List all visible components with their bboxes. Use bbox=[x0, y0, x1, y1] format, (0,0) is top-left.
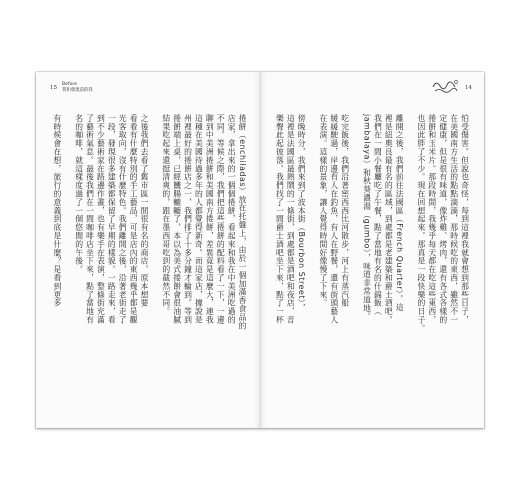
text-column: 州裡最好的捲餅店之一，我們排了十多分鐘才輪到。等到 bbox=[183, 114, 193, 324]
text-column: 店家，拿出來的一個個捲餅，看起來和我在中美洲吃過的 bbox=[227, 114, 237, 324]
text-column: 這裡是法國區最熱鬧的一條街，到處都是酒吧和夜店，音 bbox=[286, 114, 296, 324]
text-column: 結果吃起來還挺清爽的，跟在墨西哥吃到的截然不同。 bbox=[161, 114, 171, 316]
text-column: 捲餅（enchiladas）放在托盤上，由於一個加滿香食品的 bbox=[238, 114, 247, 330]
text-column: 捲餅端上桌，已經饑腸轆轆了，本以為美式捲餅會很油膩 bbox=[172, 114, 182, 324]
text-column: 這種在美國待過多年的人都覺得新奇。而這家店，據說是 bbox=[194, 114, 204, 324]
left-page-number: 15 bbox=[50, 85, 57, 91]
left-page bbox=[36, 72, 261, 428]
text-column bbox=[351, 114, 362, 390]
text-column: 捲餅和玉米片。那段時間，我幾乎每天都在吃這些東西， bbox=[427, 114, 437, 324]
text-column: 吃完飯後，我們沿著密西西比河散步，河上有蒸汽船 bbox=[340, 114, 350, 308]
text-column: 樂聲此起彼落。我們找了一間爵士酒吧坐下來，點了一杯 bbox=[275, 114, 285, 324]
running-header bbox=[62, 82, 93, 94]
text-column: 看看有什麼特別的手工藝品，可是店內的東西幾乎都是觀 bbox=[129, 114, 139, 324]
text-column: 在表演。這樣的景象，讓人覺得時間好像慢了下來。 bbox=[318, 114, 328, 308]
text-column: 有時候會在想，旅行的意義到底是什麼？是看到更多 bbox=[52, 114, 62, 308]
text-column bbox=[307, 114, 318, 390]
chapter-logo bbox=[430, 78, 460, 94]
text-column: 緩緩駛過，岸邊有人在釣魚，有人在野餐，還有街頭藝人 bbox=[329, 114, 339, 324]
text-column: 也因此胖了不少。現在回想起來，那真是一段快樂的日子。 bbox=[416, 114, 426, 333]
text-column bbox=[405, 114, 416, 390]
right-page-number: 14 bbox=[465, 85, 472, 91]
text-column: 到不少藝術家在路邊作畫，也有樂手在表演，整條街充滿 bbox=[96, 114, 106, 324]
text-column: 之後我們去看了舊市區一間很有名的商店，原本想要 bbox=[139, 114, 149, 308]
text-column: 定健康，但是很有味道，像炸雞、烤肉，還有各式各樣的 bbox=[438, 114, 448, 324]
text-column bbox=[150, 114, 161, 390]
text-column: 在美國南方生活的點點滴滴，那時候吃的東西，雖然不一 bbox=[449, 114, 459, 324]
text-column: 名的咖啡，就這樣度過了一個悠閒的午後。 bbox=[74, 114, 84, 274]
text-column: 光客取向，沒有什麼特色。我們離開之後，沿著老街走了 bbox=[118, 114, 128, 324]
running-header-zh: 我和發現前的我 bbox=[62, 88, 93, 93]
right-text-body bbox=[275, 114, 471, 390]
left-text-body bbox=[52, 114, 248, 390]
open-book bbox=[36, 72, 484, 428]
right-page bbox=[261, 72, 485, 428]
text-column: 裡是紐奧良最有名的區域，到處都是老建築和爵士酒吧。 bbox=[384, 114, 394, 324]
text-column: 怕受傷害。但說也奇怪，每到這裡我就會想到那些日子， bbox=[460, 114, 470, 324]
text-column: jambalaya）和秋葵濃湯（gumbo），味道非常道地。 bbox=[362, 114, 372, 321]
running-header-en: Before bbox=[62, 82, 78, 87]
text-column: 傍晚時分，我們來到了波本街（Bourbon Street）， bbox=[297, 114, 307, 312]
text-column: 離開之後，我們前往法國區（French Quarter）。這 bbox=[395, 114, 405, 312]
text-column: 不同。等候之際，我們把這些捲餅的配料看了一下，一邊 bbox=[216, 114, 226, 324]
text-column: 了藝術氣息。最後我們在一間咖啡店坐下來，點了當地有 bbox=[85, 114, 95, 324]
text-column: 我們在一間小餐廳吃了午餐，點了當地有名的什錦飯（ bbox=[373, 114, 383, 316]
text-column: 一段，發現很多建築都保留了早期的樣貌。一路走來，看 bbox=[107, 114, 117, 324]
text-column bbox=[63, 114, 74, 390]
text-column: 聊到中美洲捲餅和美國南方捲餅，差異竟是這麼大，連我 bbox=[205, 114, 215, 324]
